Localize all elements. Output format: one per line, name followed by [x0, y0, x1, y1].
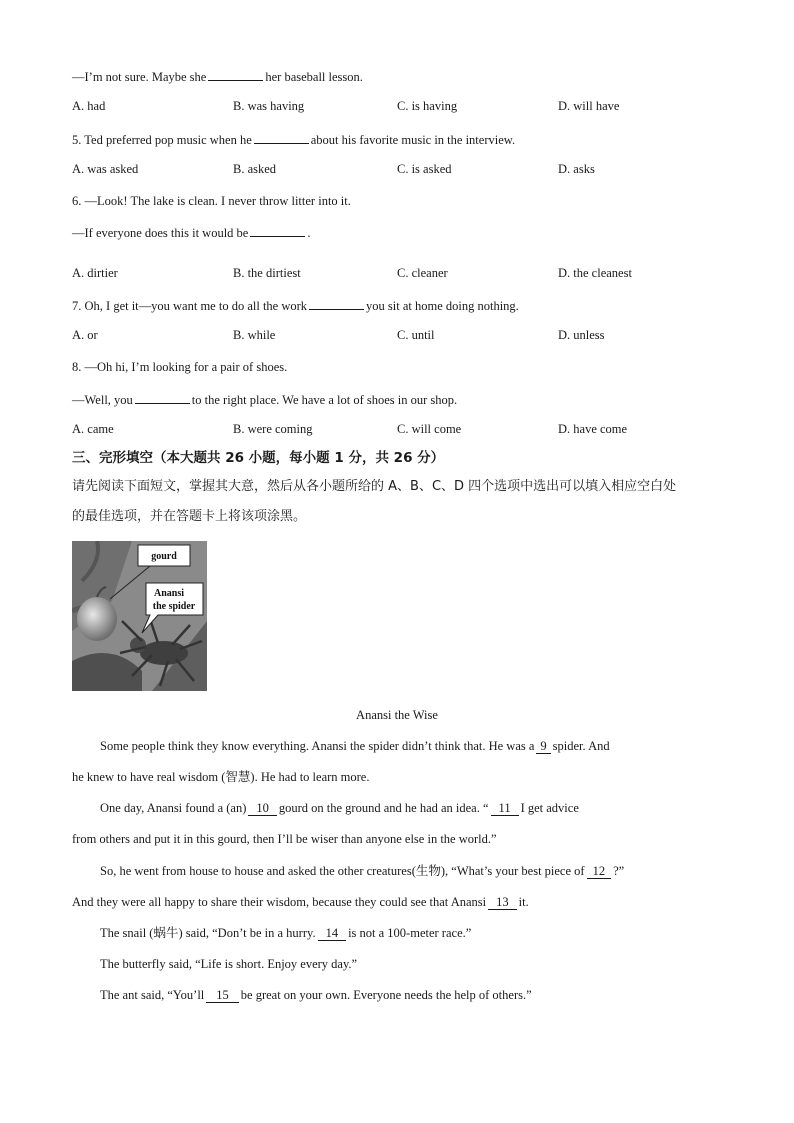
q6-option-a[interactable]: A. dirtier	[72, 266, 118, 280]
blank-12[interactable]: 12	[587, 864, 612, 879]
q4-blank[interactable]	[208, 68, 263, 81]
q6-option-d[interactable]: D. the cleanest	[558, 266, 632, 280]
section-instructions-1: 请先阅读下面短文，掌握其大意，然后从各小题所给的 A、B、C、D 四个选项中选出可以填入相应空白处	[72, 479, 677, 494]
q6-option-c[interactable]: C. cleaner	[397, 266, 448, 280]
q6-options	[72, 266, 732, 282]
q6-text-after: .	[307, 226, 311, 240]
q5-text-after: about his favorite music in the interview.	[310, 133, 516, 147]
q8-line1: 8. —Oh hi, I’m looking for a pair of shoes.	[72, 360, 288, 374]
p3-text-2: ?”	[613, 864, 625, 878]
q8-option-d[interactable]: D. have come	[558, 422, 628, 436]
q4-option-c[interactable]: C. is having	[397, 99, 458, 113]
p6-text-1: The ant said, “You’ll	[100, 988, 205, 1002]
q4-option-d[interactable]: D. will have	[558, 99, 620, 113]
passage-p3-line1	[100, 863, 624, 879]
p6-text-2: be great on your own. Everyone needs the help of others.”	[240, 988, 532, 1002]
blank-11[interactable]: 11	[491, 801, 519, 816]
blank-14[interactable]: 14	[318, 926, 347, 941]
q7-blank[interactable]	[309, 297, 364, 310]
section-heading: 三、完形填空（本大题共 26 小题，每小题 1 分，共 26 分）	[72, 450, 445, 466]
label-gourd-text: gourd	[151, 551, 177, 562]
q8-option-a[interactable]: A. came	[72, 422, 114, 436]
blank-13[interactable]: 13	[488, 895, 517, 910]
q8-text-before: —Well, you	[72, 393, 133, 407]
p4-text-2: is not a 100-meter race.”	[348, 926, 472, 940]
blank-15[interactable]: 15	[206, 988, 239, 1003]
p3-text-3: And they were all happy to share their wisdom, because they could see that Anansi	[72, 895, 487, 909]
q7-text-before: 7. Oh, I get it—you want me to do all the work	[72, 299, 308, 313]
passage-p1-line2: he knew to have real wisdom (智慧). He had to learn more.	[72, 770, 370, 784]
label-anansi-text-2: the spider	[152, 601, 196, 612]
section-instructions-2: 的最佳选项，并在答题卡上将该项涂黑。	[72, 509, 307, 524]
passage-p4	[100, 925, 471, 941]
p1-text-2: spider. And	[552, 739, 610, 753]
q4-text-before: —I’m not sure. Maybe she	[72, 70, 207, 84]
p2-text-3: I get advice	[520, 801, 579, 815]
q4-dialog	[72, 68, 363, 85]
q6-text-mid: it would be	[192, 226, 249, 240]
q4-options	[72, 99, 732, 115]
passage-p6	[100, 987, 532, 1003]
q6-blank[interactable]	[250, 224, 305, 237]
passage-p2-line1	[100, 800, 579, 816]
q7-options	[72, 328, 732, 344]
q7-option-c[interactable]: C. until	[397, 328, 435, 342]
q7-stem	[72, 297, 519, 314]
q8-text-after: to the right place. We have a lot of shoes in our shop.	[191, 393, 458, 407]
q5-option-d[interactable]: D. asks	[558, 162, 595, 176]
q8-option-b[interactable]: B. were coming	[233, 422, 313, 436]
blank-9[interactable]: 9	[536, 739, 550, 754]
gourd-shape	[77, 597, 117, 641]
q5-option-a[interactable]: A. was asked	[72, 162, 139, 176]
q4-option-a[interactable]: A. had	[72, 99, 106, 113]
q6-option-b[interactable]: B. the dirtiest	[233, 266, 301, 280]
q6-line2	[72, 224, 310, 241]
passage-p1-line1	[100, 738, 610, 754]
q7-option-b[interactable]: B. while	[233, 328, 276, 342]
q4-text-after: her baseball lesson.	[265, 70, 363, 84]
passage-p2-line2: from others and put it in this gourd, then I’ll be wiser than anyone else in the world.”	[72, 832, 497, 846]
q5-text-before: 5. Ted preferred pop music when he	[72, 133, 252, 147]
blank-10[interactable]: 10	[248, 801, 277, 816]
q5-option-b[interactable]: B. asked	[233, 162, 277, 176]
q6-text-before: —If everyone does this	[72, 226, 189, 240]
label-anansi-text-1: Anansi	[153, 588, 185, 599]
q5-option-c[interactable]: C. is asked	[397, 162, 452, 176]
anansi-illustration	[72, 541, 207, 691]
q7-text-after: you sit at home doing nothing.	[366, 299, 519, 313]
passage-p3-line2	[72, 894, 529, 910]
q8-line2	[72, 391, 457, 408]
q8-option-c[interactable]: C. will come	[397, 422, 462, 436]
p3-text-1: So, he went from house to house and asked the other creatures(生物), “What’s your best piece of	[100, 864, 585, 878]
q8-options	[72, 422, 732, 438]
passage-title: Anansi the Wise	[356, 708, 438, 722]
p2-text-1: One day, Anansi found a (an)	[100, 801, 247, 815]
q8-blank[interactable]	[135, 391, 190, 404]
q5-blank[interactable]	[254, 131, 309, 144]
q5-stem	[72, 131, 515, 148]
passage-p5: The butterfly said, “Life is short. Enjoy every day.”	[100, 957, 358, 971]
p2-text-2: gourd on the ground and he had an idea. “	[278, 801, 489, 815]
p4-text-1: The snail (蜗牛) said, “Don’t be in a hurry.	[100, 926, 316, 940]
q7-option-d[interactable]: D. unless	[558, 328, 605, 342]
q4-option-b[interactable]: B. was having	[233, 99, 305, 113]
p3-text-4: it.	[518, 895, 529, 909]
q7-option-a[interactable]: A. or	[72, 328, 98, 342]
p1-text-1: Some people think they know everything. Anansi the spider didn’t think that. He was a	[100, 739, 535, 753]
q6-line1: 6. —Look! The lake is clean. I never throw litter into it.	[72, 194, 351, 208]
q5-options	[72, 162, 732, 178]
